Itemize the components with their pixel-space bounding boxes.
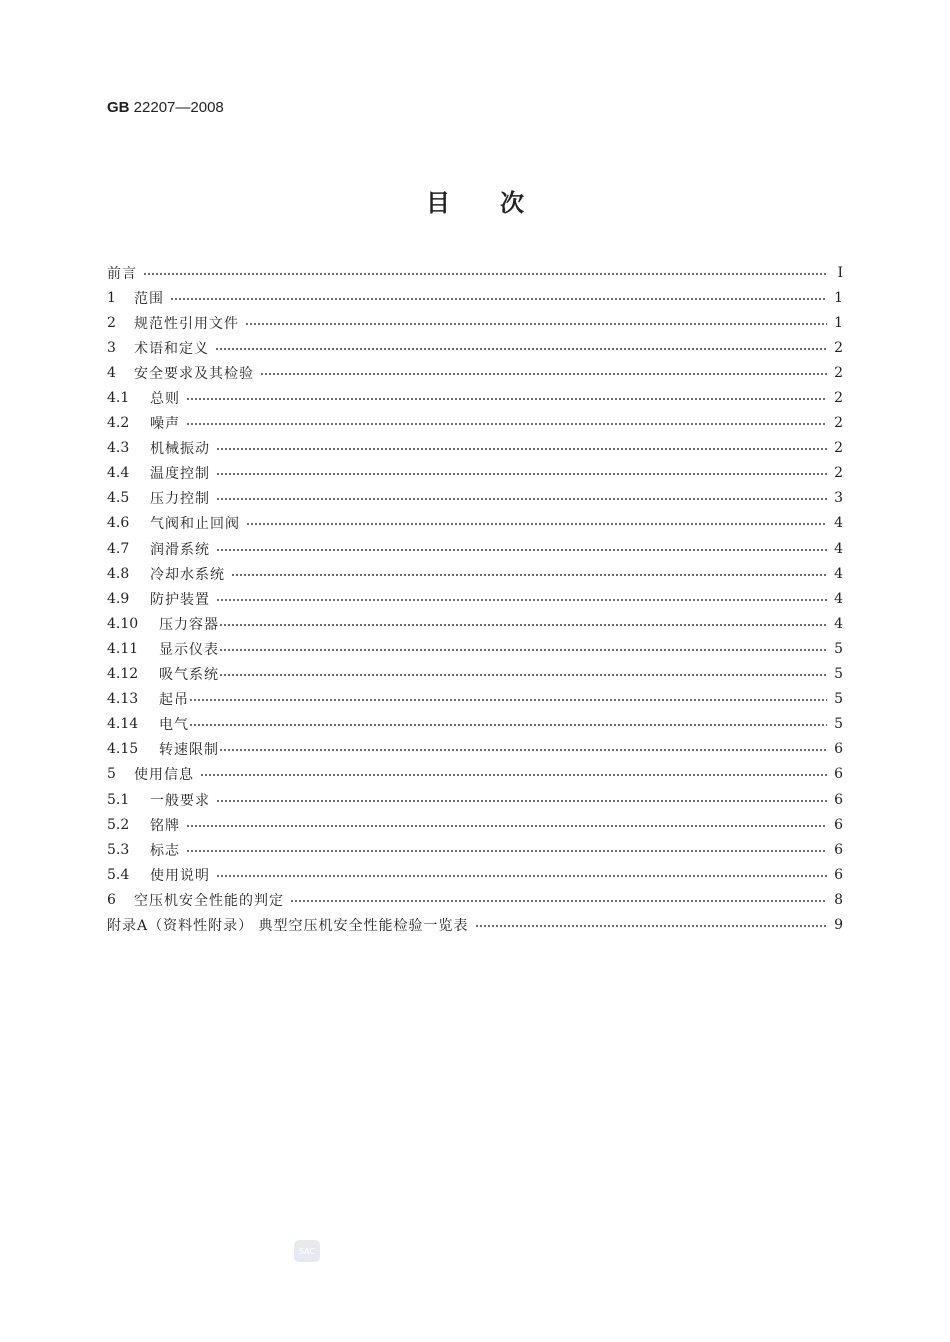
toc-entry-number: 4.11: [107, 640, 139, 657]
toc-entry[interactable]: [107, 862, 843, 887]
toc-entry-title: 标志: [150, 842, 180, 859]
toc-page-number: 4: [834, 590, 843, 607]
toc-dot-leader: [189, 724, 827, 726]
toc-dot-leader: [290, 900, 827, 902]
toc-entry[interactable]: [107, 335, 843, 360]
toc-entry[interactable]: [107, 812, 843, 837]
toc-dot-leader: [170, 298, 827, 300]
toc-entry[interactable]: [107, 837, 843, 862]
toc-entry-title: 使用说明: [150, 867, 210, 884]
toc-entry[interactable]: [107, 561, 843, 586]
toc-entry[interactable]: [107, 787, 843, 812]
toc-dot-leader: [189, 699, 827, 701]
toc-entry-number: 2: [107, 314, 116, 331]
toc-entry-number: 4.1: [107, 390, 130, 407]
toc-page-number: 2: [834, 390, 843, 407]
toc-page-number: 6: [834, 741, 843, 758]
toc-entry[interactable]: [107, 662, 843, 687]
toc-dot-leader: [216, 473, 827, 475]
toc-page-number: 6: [834, 766, 843, 783]
toc-entry-title: 压力控制: [150, 491, 210, 508]
toc-entry-number: 5.2: [107, 816, 130, 833]
toc-entry-number: 6: [107, 891, 116, 908]
toc-dot-leader: [216, 498, 827, 500]
toc-entry-title: 润滑系统: [150, 541, 210, 558]
toc-entry-number: 5.1: [107, 791, 130, 808]
toc-entry[interactable]: [107, 611, 843, 636]
watermark-logo-icon: SAC: [294, 1240, 320, 1262]
toc-entry[interactable]: [107, 511, 843, 536]
toc-entry-number: 4.7: [107, 540, 130, 557]
toc-dot-leader: [186, 423, 827, 425]
toc-entry-title: 显示仪表: [159, 641, 219, 658]
toc-page-number: 4: [834, 565, 843, 582]
toc-page-number: 9: [834, 916, 843, 933]
toc-dot-leader: [186, 825, 827, 827]
toc-dot-leader: [219, 649, 827, 651]
toc-entry-title: 气阀和止回阀: [150, 516, 240, 533]
toc-entry-number: 4.14: [107, 716, 139, 733]
toc-entry[interactable]: [107, 461, 843, 486]
page-title: 目次: [426, 189, 574, 217]
toc-entry[interactable]: [107, 260, 843, 285]
toc-entry-title: 压力容器: [159, 616, 219, 633]
toc-page-number: 6: [834, 791, 843, 808]
toc-entry-number: 1: [107, 289, 116, 306]
toc-entry[interactable]: [107, 360, 843, 385]
toc-entry-number: 5.4: [107, 866, 130, 883]
toc-entry-title: 机械振动: [150, 441, 210, 458]
toc-dot-leader: [200, 774, 827, 776]
standard-code-prefix: GB: [107, 99, 130, 116]
toc-entry-number: 5.3: [107, 841, 130, 858]
toc-entry-title: 转速限制: [159, 742, 219, 759]
toc-entry-title: 电气: [159, 717, 189, 734]
toc-page-number: Ⅰ: [837, 264, 843, 281]
toc-page-number: 4: [834, 615, 843, 632]
toc-entry-title: 起吊: [159, 692, 189, 709]
toc-entry-title: 使用信息: [134, 767, 194, 784]
toc-entry-title: 噪声: [150, 416, 180, 433]
toc-entry-title: 总则: [150, 391, 180, 408]
toc-entry[interactable]: [107, 586, 843, 611]
toc-page-number: 4: [834, 515, 843, 532]
toc-dot-leader: [231, 574, 827, 576]
toc-dot-leader: [216, 800, 827, 802]
toc-entry[interactable]: [107, 285, 843, 310]
table-of-contents: [107, 260, 843, 938]
toc-entry-title: 规范性引用文件: [134, 315, 239, 332]
toc-entry[interactable]: [107, 912, 843, 937]
toc-entry-number: 3: [107, 339, 116, 356]
toc-entry-number: 4.15: [107, 741, 139, 758]
toc-dot-leader: [260, 373, 827, 375]
toc-entry[interactable]: [107, 737, 843, 762]
toc-dot-leader: [216, 549, 827, 551]
toc-entry[interactable]: [107, 385, 843, 410]
toc-entry[interactable]: [107, 436, 843, 461]
toc-entry-title: 温度控制: [150, 466, 210, 483]
toc-entry-number: 4.5: [107, 490, 130, 507]
toc-page-number: 6: [834, 866, 843, 883]
toc-entry-number: 4.2: [107, 415, 130, 432]
toc-dot-leader: [216, 599, 827, 601]
toc-page-number: 2: [834, 440, 843, 457]
toc-page-number: 5: [834, 716, 843, 733]
toc-entry-title: 一般要求: [150, 792, 210, 809]
toc-page-number: 6: [834, 841, 843, 858]
toc-page-number: 5: [834, 691, 843, 708]
toc-entry-title: 附录A（资料性附录） 典型空压机安全性能检验一览表: [107, 917, 469, 934]
toc-entry-title: 吸气系统: [159, 667, 219, 684]
toc-entry-number: 4.3: [107, 440, 130, 457]
standard-code-number: 22207—2008: [129, 99, 224, 116]
toc-entry-number: 4.12: [107, 666, 139, 683]
toc-entry-title: 防护装置: [150, 591, 210, 608]
toc-entry-title: 前言: [107, 265, 137, 282]
toc-entry[interactable]: [107, 712, 843, 737]
toc-entry[interactable]: [107, 536, 843, 561]
toc-page-number: 2: [834, 415, 843, 432]
toc-entry-number: 4.8: [107, 565, 130, 582]
toc-dot-leader: [186, 398, 827, 400]
toc-dot-leader: [215, 348, 827, 350]
toc-dot-leader: [475, 925, 827, 927]
toc-page-number: 5: [834, 666, 843, 683]
toc-entry[interactable]: [107, 486, 843, 511]
toc-dot-leader: [216, 448, 827, 450]
toc-dot-leader: [219, 674, 827, 676]
toc-entry-title: 冷却水系统: [150, 566, 225, 583]
toc-entry-number: 4.9: [107, 590, 130, 607]
toc-entry-number: 5: [107, 766, 116, 783]
toc-dot-leader: [219, 749, 827, 751]
toc-entry-title: 铭牌: [150, 817, 180, 834]
toc-entry[interactable]: [107, 887, 843, 912]
toc-page-number: 5: [834, 640, 843, 657]
toc-dot-leader: [186, 850, 827, 852]
toc-entry-number: 4.10: [107, 615, 139, 632]
toc-dot-leader: [245, 323, 827, 325]
toc-entry-title: 范围: [134, 290, 164, 307]
toc-entry[interactable]: [107, 411, 843, 436]
toc-entry[interactable]: [107, 310, 843, 335]
toc-entry-number: 4.4: [107, 465, 130, 482]
toc-page-number: 4: [834, 540, 843, 557]
toc-dot-leader: [246, 523, 827, 525]
toc-page-number: 2: [834, 465, 843, 482]
toc-page-number: 3: [834, 490, 843, 507]
toc-page-number: 1: [834, 289, 843, 306]
toc-entry-number: 4.6: [107, 515, 130, 532]
toc-page-number: 8: [834, 891, 843, 908]
toc-entry-title: 空压机安全性能的判定: [134, 892, 284, 909]
standard-code: [107, 99, 224, 116]
toc-page-number: 2: [834, 339, 843, 356]
toc-dot-leader: [143, 273, 827, 275]
toc-entry-title: 安全要求及其检验: [134, 365, 254, 382]
toc-entry[interactable]: [107, 762, 843, 787]
toc-page-number: 2: [834, 364, 843, 381]
toc-entry[interactable]: [107, 687, 843, 712]
toc-dot-leader: [219, 624, 827, 626]
toc-page-number: 1: [834, 314, 843, 331]
toc-entry-title: 术语和定义: [134, 340, 209, 357]
toc-entry-number: 4: [107, 364, 116, 381]
toc-dot-leader: [216, 875, 827, 877]
toc-entry[interactable]: [107, 636, 843, 661]
toc-entry-number: 4.13: [107, 691, 139, 708]
toc-page-number: 6: [834, 816, 843, 833]
